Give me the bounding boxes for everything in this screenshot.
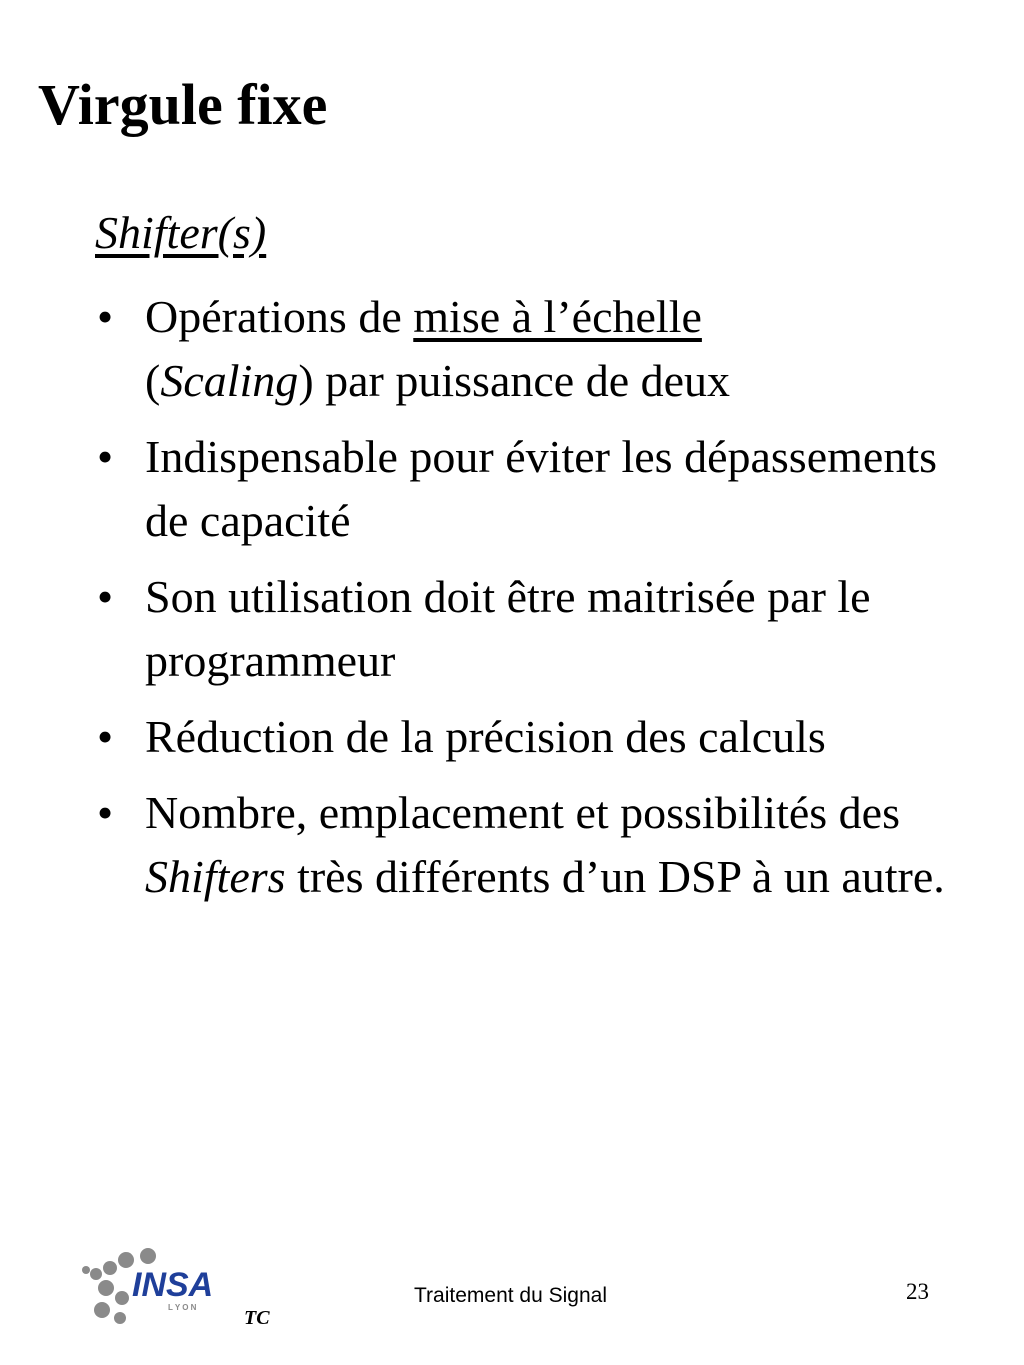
bullet-item-precision [95, 705, 975, 769]
bullet-text: ( [145, 355, 161, 406]
bullet-text: Son utilisation doit être maitrisée par le programmeur [145, 571, 871, 686]
italic-term: Scaling [160, 355, 299, 406]
logo-wordmark: INSA [132, 1266, 214, 1304]
bullet-marker: • [97, 711, 114, 762]
section-heading: Shifter(s) [95, 207, 267, 258]
bullet-marker: • [97, 571, 114, 622]
footer-course-title: Traitement du Signal [414, 1284, 607, 1307]
bullet-text: Opérations de [145, 291, 414, 342]
logo-dot [98, 1280, 114, 1296]
bullet-text: ) par puissance de deux [298, 355, 731, 406]
logo-dot [140, 1248, 156, 1264]
page-number: 23 [906, 1279, 929, 1304]
bullet-marker: • [97, 431, 114, 482]
bullet-item-shifters [95, 781, 975, 909]
bullet-item-programmer [95, 565, 975, 693]
insa-lyon-logo [78, 1248, 238, 1328]
bullet-text: Nombre, emplacement et possibilités des [145, 787, 900, 838]
underlined-term: mise à l’échelle [413, 291, 702, 342]
logo-dot [114, 1312, 126, 1324]
bullet-list [95, 285, 975, 921]
italic-term: Shifters [145, 851, 286, 902]
bullet-item-scaling [95, 285, 975, 413]
slide-title: Virgule fixe [38, 72, 328, 137]
logo-dot [82, 1266, 90, 1274]
logo-dot [103, 1261, 117, 1275]
logo-subtext: L Y O N [168, 1303, 197, 1312]
bullet-item-overflow [95, 425, 975, 553]
logo-dot [94, 1302, 110, 1318]
bullet-marker: • [97, 291, 114, 342]
bullet-text: très différents d’un DSP à un autre. [285, 851, 945, 902]
bullet-text: Réduction de la précision des calculs [145, 711, 826, 762]
logo-dot [115, 1291, 129, 1305]
bullet-text: Indispensable pour éviter les dépassements de capacité [145, 431, 937, 546]
logo-dot [90, 1268, 102, 1280]
bullet-marker: • [97, 787, 114, 838]
department-label: TC [244, 1307, 270, 1329]
